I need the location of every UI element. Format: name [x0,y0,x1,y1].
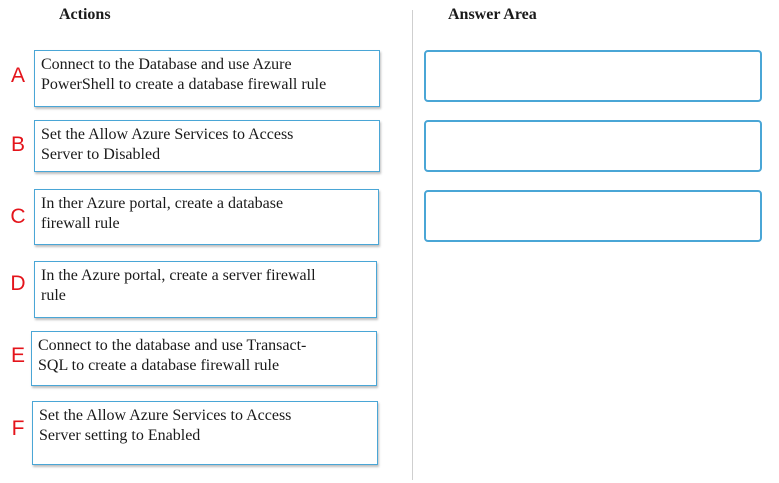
action-text: Connect to the database and use Transact- SQL to create a database firewall rule [38,337,307,374]
action-text: Set the Allow Azure Services to Access Server setting to Enabled [39,407,292,444]
action-text: Connect to the Database and use Azure PowerShell to create a database firewall rule [41,56,327,93]
action-letter-d: D [10,272,26,295]
action-letter-b: B [10,133,25,156]
action-card-b[interactable] [34,120,380,172]
answer-area-heading: Answer Area [448,6,537,23]
answer-slot-2[interactable] [424,120,762,172]
column-divider [412,10,413,480]
answer-slot-1[interactable] [424,50,762,102]
action-card-c[interactable] [34,189,379,245]
action-letter-c: C [10,205,26,228]
action-card-d[interactable] [34,261,377,318]
action-card-e[interactable] [31,331,377,386]
action-letter-f: F [11,417,25,440]
action-letter-e: E [10,344,25,367]
action-card-a[interactable] [34,50,380,107]
action-text: In the Azure portal, create a server firewall rule [41,267,316,304]
actions-heading: Actions [59,6,111,23]
action-text: In ther Azure portal, create a database firewall rule [41,195,284,232]
action-letter-a: A [10,64,25,87]
answer-slot-3[interactable] [424,190,762,242]
action-text: Set the Allow Azure Services to Access Server to Disabled [41,126,294,163]
action-card-f[interactable] [32,401,378,465]
